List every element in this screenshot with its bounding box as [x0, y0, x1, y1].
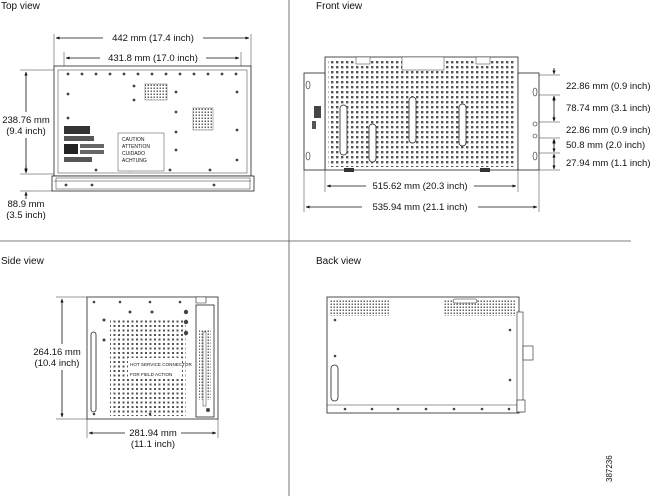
side-label-2: FOR FIELD ACTION — [130, 372, 173, 377]
caution-line-4: ACHTUNG — [122, 158, 147, 164]
top-width-inner: 431.8 mm (17.0 inch) — [108, 53, 198, 64]
front-width-1: 515.62 mm (20.3 inch) — [372, 181, 468, 192]
caution-line-2: ATTENTION — [122, 144, 150, 150]
front-view-title: Front view — [316, 1, 363, 12]
front-dim-r4: 50.8 mm (2.0 inch) — [566, 140, 646, 151]
top-depth-mm: 238.76 mm — [2, 115, 50, 126]
top-view — [2, 32, 254, 221]
back-view — [327, 297, 533, 413]
top-offset-in: (3.5 inch) — [6, 210, 46, 221]
side-height-mm: 264.16 mm — [33, 347, 81, 358]
front-dim-r5: 27.94 mm (1.1 inch) — [566, 158, 650, 169]
top-depth-in: (9.4 inch) — [6, 126, 46, 137]
side-depth-in: (11.1 inch) — [130, 439, 176, 450]
side-view — [33, 297, 218, 450]
side-depth-mm: 281.94 mm — [129, 428, 177, 439]
front-dim-r2: 78.74 mm (3.1 inch) — [566, 103, 650, 114]
front-dim-r1: 22.86 mm (0.9 inch) — [566, 81, 650, 92]
caution-line-3: CUIDADO — [122, 151, 146, 157]
side-view-title: Side view — [1, 256, 44, 267]
top-width-outer: 442 mm (17.4 inch) — [112, 33, 194, 44]
caution-line-1: CAUTION — [122, 137, 145, 143]
front-width-2: 535.94 mm (21.1 inch) — [372, 202, 468, 213]
back-view-title: Back view — [316, 256, 362, 267]
top-offset-mm: 88.9 mm — [7, 199, 45, 210]
side-height-in: (10.4 inch) — [34, 358, 80, 369]
top-view-title: Top view — [1, 1, 40, 12]
figure-id: 387236 — [605, 455, 614, 482]
front-view — [304, 57, 650, 213]
front-dim-r3: 22.86 mm (0.9 inch) — [566, 125, 650, 136]
side-label-1: HOT SERVICE CONNECTOR — [130, 362, 192, 367]
